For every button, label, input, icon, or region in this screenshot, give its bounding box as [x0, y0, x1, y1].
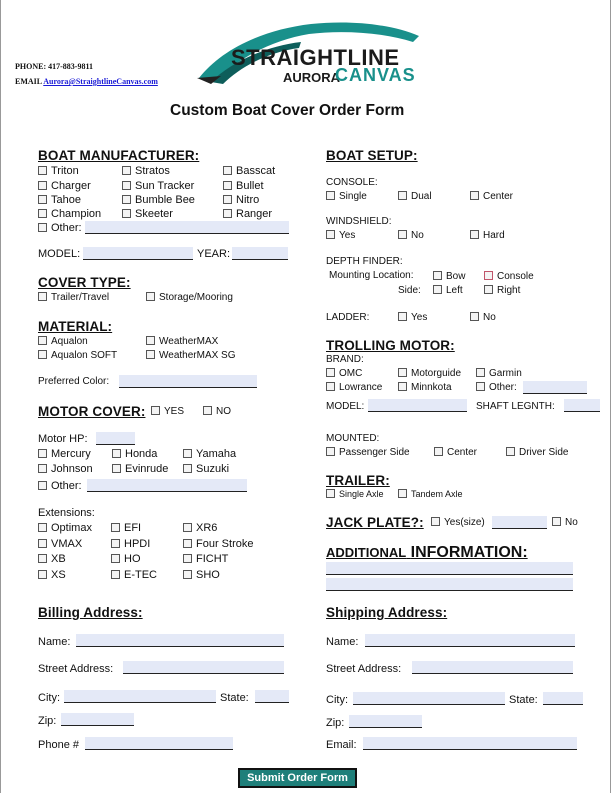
trailer-heading: TRAILER:	[326, 473, 390, 488]
billing-city-field[interactable]	[64, 690, 216, 703]
ext-xb[interactable]: XB	[38, 553, 66, 565]
motor-cover-yes[interactable]: YES	[151, 406, 184, 417]
logo-aurora-text: AURORA	[283, 70, 341, 85]
jack-plate-yes[interactable]: Yes(size)	[431, 517, 485, 528]
shipping-state-field[interactable]	[543, 692, 583, 705]
billing-phone-field[interactable]	[85, 737, 233, 750]
shaft-length-label: SHAFT LEGNTH:	[476, 401, 555, 412]
logo-main-text: STRAIGHTLINE	[231, 45, 400, 70]
year-field[interactable]	[232, 247, 288, 260]
trolling-motor-heading: TROLLING MOTOR:	[326, 338, 455, 353]
motor-hp-field[interactable]	[96, 432, 135, 445]
trailer-single[interactable]: Single Axle	[326, 489, 384, 499]
manufacturer-other-field[interactable]	[85, 221, 289, 234]
shipping-street-field[interactable]	[412, 661, 573, 674]
console-dual[interactable]: Dual	[398, 191, 432, 202]
shipping-zip-field[interactable]	[349, 715, 422, 728]
mounted-label: MOUNTED:	[326, 433, 380, 444]
preferred-color-field[interactable]	[119, 375, 257, 388]
brand-label: BRAND:	[326, 354, 364, 365]
option-evinrude[interactable]: Evinrude	[112, 463, 168, 475]
depth-finder-label: DEPTH FINDER:	[326, 256, 403, 267]
option-basscat[interactable]: Basscat	[223, 165, 275, 177]
boat-manufacturer-heading: BOAT MANUFACTURER:	[38, 148, 200, 163]
option-weathermax-sg[interactable]: WeatherMAX SG	[146, 350, 236, 361]
trolling-minnkota[interactable]: Minnkota	[398, 382, 452, 393]
ext-e-tec[interactable]: E-TEC	[111, 569, 157, 581]
email-line	[15, 77, 158, 86]
trolling-omc[interactable]: OMC	[326, 368, 362, 379]
model-label: MODEL:	[38, 248, 81, 260]
motor-hp-label: Motor HP:	[38, 433, 88, 445]
ext-efi[interactable]: EFI	[111, 522, 141, 534]
ext-vmax[interactable]: VMAX	[38, 538, 82, 550]
motor-other-field[interactable]	[87, 479, 247, 492]
billing-heading: Billing Address:	[38, 605, 143, 620]
option-nitro[interactable]: Nitro	[223, 194, 259, 206]
shipping-city-field[interactable]	[353, 692, 505, 705]
shipping-city-label: City:	[326, 694, 348, 706]
option-bullet[interactable]: Bullet	[223, 180, 264, 192]
trolling-motorguide[interactable]: Motorguide	[398, 368, 461, 379]
option-sun-tracker[interactable]: Sun Tracker	[122, 180, 194, 192]
shipping-email-field[interactable]	[363, 737, 577, 750]
trolling-model-field[interactable]	[368, 399, 467, 412]
option-charger[interactable]: Charger	[38, 180, 91, 192]
extensions-label: Extensions:	[38, 507, 95, 519]
option-bumble-bee[interactable]: Bumble Bee	[122, 194, 195, 206]
trolling-model-label: MODEL:	[326, 401, 365, 412]
option-suzuki[interactable]: Suzuki	[183, 463, 229, 475]
email-link[interactable]: Aurora@StraightlineCanvas.com	[43, 77, 158, 86]
billing-state-label: State:	[220, 692, 249, 704]
windshield-no[interactable]: No	[398, 230, 424, 241]
option-triton[interactable]: Triton	[38, 165, 79, 177]
side-right[interactable]: Right	[484, 285, 520, 296]
ext-ho[interactable]: HO	[111, 553, 141, 565]
straightline-logo	[191, 10, 421, 90]
billing-street-label: Street Address:	[38, 663, 114, 675]
ext-optimax[interactable]: Optimax	[38, 522, 92, 534]
ladder-label: LADDER:	[326, 312, 370, 323]
option-aqualon[interactable]: Aqualon	[38, 336, 88, 347]
trolling-other[interactable]: Other:	[476, 382, 517, 393]
billing-zip-field[interactable]	[61, 713, 134, 726]
billing-state-field[interactable]	[255, 690, 289, 703]
motor-cover-heading: MOTOR COVER:	[38, 404, 146, 419]
billing-zip-label: Zip:	[38, 715, 57, 727]
shaft-length-field[interactable]	[564, 399, 600, 412]
billing-phone-label: Phone #	[38, 739, 79, 751]
option-other[interactable]: Other:	[38, 222, 82, 234]
billing-name-label: Name:	[38, 636, 71, 648]
jack-plate-no[interactable]: No	[552, 517, 578, 528]
shipping-street-label: Street Address:	[326, 663, 402, 675]
trolling-lowrance[interactable]: Lowrance	[326, 382, 382, 393]
trailer-tandem[interactable]: Tandem Axle	[398, 489, 463, 499]
windshield-yes[interactable]: Yes	[326, 230, 355, 241]
option-honda[interactable]: Honda	[112, 448, 157, 460]
mount-bow[interactable]: Bow	[433, 271, 465, 282]
side-left[interactable]: Left	[433, 285, 463, 296]
windshield-hard[interactable]: Hard	[470, 230, 505, 241]
option-champion[interactable]: Champion	[38, 208, 101, 220]
option-aqualon-soft[interactable]: Aqualon SOFT	[38, 350, 117, 361]
trolling-garmin[interactable]: Garmin	[476, 368, 522, 379]
mounted-center[interactable]: Center	[434, 447, 477, 458]
preferred-color-label: Preferred Color:	[38, 376, 110, 387]
option-johnson[interactable]: Johnson	[38, 463, 93, 475]
model-field[interactable]	[83, 247, 193, 260]
ext-xr6[interactable]: XR6	[183, 522, 217, 534]
option-yamaha[interactable]: Yamaha	[183, 448, 236, 460]
ext-xs[interactable]: XS	[38, 569, 66, 581]
billing-city-label: City:	[38, 692, 60, 704]
motor-cover-no[interactable]: NO	[203, 406, 231, 417]
jack-plate-heading: JACK PLATE?:	[326, 515, 424, 530]
shipping-state-label: State:	[509, 694, 538, 706]
ext-four-stroke[interactable]: Four Stroke	[183, 538, 253, 550]
console-single[interactable]: Single	[326, 191, 367, 202]
cover-type-heading: COVER TYPE:	[38, 275, 131, 290]
shipping-name-field[interactable]	[365, 634, 575, 647]
shipping-zip-label: Zip:	[326, 717, 345, 729]
ladder-no[interactable]: No	[470, 312, 496, 323]
additional-info-line-1[interactable]	[326, 562, 573, 575]
ext-ficht[interactable]: FICHT	[183, 553, 228, 565]
page-title: Custom Boat Cover Order Form	[170, 102, 405, 119]
jack-plate-size-field[interactable]	[492, 516, 547, 529]
year-label: YEAR:	[197, 248, 231, 260]
option-storage-mooring[interactable]: Storage/Mooring	[146, 292, 233, 303]
option-motor-other[interactable]: Other:	[38, 480, 82, 492]
billing-street-field[interactable]	[123, 661, 284, 674]
mounted-passenger[interactable]: Passenger Side	[326, 447, 410, 458]
ext-hpdi[interactable]: HPDI	[111, 538, 150, 550]
additional-info-line-2[interactable]	[326, 578, 573, 591]
boat-setup-heading: BOAT SETUP:	[326, 148, 418, 163]
option-weathermax[interactable]: WeatherMAX	[146, 336, 218, 347]
option-stratos[interactable]: Stratos	[122, 165, 170, 177]
option-tahoe[interactable]: Tahoe	[38, 194, 81, 206]
shipping-heading: Shipping Address:	[326, 605, 448, 620]
option-mercury[interactable]: Mercury	[38, 448, 91, 460]
additional-info-heading: ADDITIONAL INFORMATION:	[326, 544, 528, 561]
billing-name-field[interactable]	[76, 634, 284, 647]
shipping-name-label: Name:	[326, 636, 359, 648]
ext-sho[interactable]: SHO	[183, 569, 220, 581]
trolling-other-field[interactable]	[523, 381, 587, 394]
logo-canvas-text: CANVAS	[335, 65, 416, 85]
phone-text: PHONE: 417-883-9811	[15, 62, 93, 71]
mount-console[interactable]: Console	[484, 271, 534, 282]
shipping-email-label: Email:	[326, 739, 357, 751]
console-label: CONSOLE:	[326, 177, 378, 188]
email-label: EMAIL	[15, 77, 42, 86]
option-trailer-travel[interactable]: Trailer/Travel	[38, 292, 109, 303]
mounted-driver[interactable]: Driver Side	[506, 447, 568, 458]
submit-order-button[interactable]: Submit Order Form	[238, 768, 357, 788]
side-label: Side:	[398, 285, 421, 296]
option-ranger[interactable]: Ranger	[223, 208, 272, 220]
ladder-yes[interactable]: Yes	[398, 312, 427, 323]
windshield-label: WINDSHIELD:	[326, 216, 392, 227]
mounting-location-label: Mounting Location:	[329, 270, 414, 281]
console-center[interactable]: Center	[470, 191, 513, 202]
option-skeeter[interactable]: Skeeter	[122, 208, 173, 220]
material-heading: MATERIAL:	[38, 319, 113, 334]
